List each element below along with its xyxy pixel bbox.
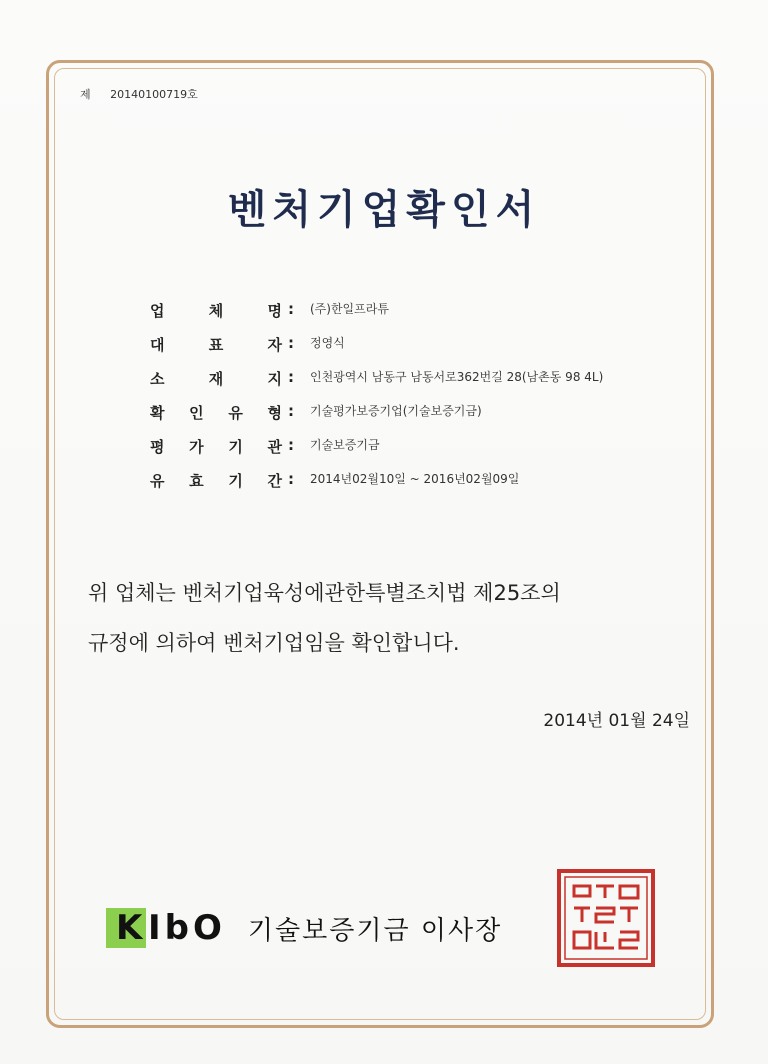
certificate-number [80,86,198,102]
field-label-char: 형 [267,404,282,422]
field-label [150,470,282,491]
field-label-char: 가 [189,438,204,456]
field-colon: : [288,334,294,352]
body-line-2: 규정에 의하여 벤처기업임을 확인합니다. [88,631,460,655]
field-value: (주)한일프라튜 [310,302,389,316]
logo-text: IbO [148,908,226,948]
field-label-char: 대 [150,336,165,354]
field-colon: : [288,300,294,318]
field-colon: : [288,402,294,420]
field-label-char: 체 [208,302,224,320]
field-label-char: 지 [267,370,282,388]
field-label [150,334,282,355]
field-row [150,402,690,436]
field-value: 정영식 [310,336,345,350]
field-label [150,436,282,457]
field-label-char: 인 [189,404,204,422]
field-row [150,334,690,368]
body-statement [88,568,708,668]
logo-green-mark [106,908,146,948]
field-label-char: 소 [150,370,165,388]
field-value: 2014년02월10일 ~ 2016년02월09일 [310,472,520,486]
fields-list [150,300,690,504]
field-row [150,368,690,402]
page-title: 벤처기업확인서 [227,186,541,233]
logo-letter: K [116,908,143,948]
field-label-char: 확 [150,404,165,422]
field-label-char: 기 [228,472,243,490]
field-label-char: 자 [267,336,282,354]
field-label-char: 평 [150,438,165,456]
field-value: 인천광역시 남동구 남동서로362번길 28(남촌동 98 4L) [310,370,604,384]
field-label-char: 업 [150,302,165,320]
field-row [150,436,690,470]
field-label-char: 효 [189,472,204,490]
field-label-char: 재 [208,370,224,388]
field-label-char: 유 [150,472,165,490]
issuer-name: 기술보증기금 이사장 [247,915,503,946]
field-label-char: 간 [267,472,282,490]
field-label [150,368,282,389]
kibo-logo [106,908,502,948]
field-label-char: 명 [267,302,282,320]
field-colon: : [288,470,294,488]
field-label-char: 관 [267,438,282,456]
field-colon: : [288,368,294,386]
field-label [150,402,282,423]
field-label-char: 유 [228,404,243,422]
field-value: 기술보증기금 [310,438,380,452]
field-label-char: 기 [228,438,243,456]
body-line-1: 위 업체는 벤처기업육성에관한특별조치법 제25조의 [88,581,561,605]
certificate-number-value: 20140100719호 [110,88,198,101]
field-label-char: 표 [208,336,224,354]
field-row [150,300,690,334]
issue-date: 2014년 01월 24일 [543,711,690,731]
field-colon: : [288,436,294,454]
field-row [150,470,690,504]
certificate-number-prefix: 제 [80,88,91,101]
official-seal-icon [556,868,656,968]
field-label [150,300,282,321]
field-value: 기술평가보증기업(기술보증기금) [310,404,482,418]
